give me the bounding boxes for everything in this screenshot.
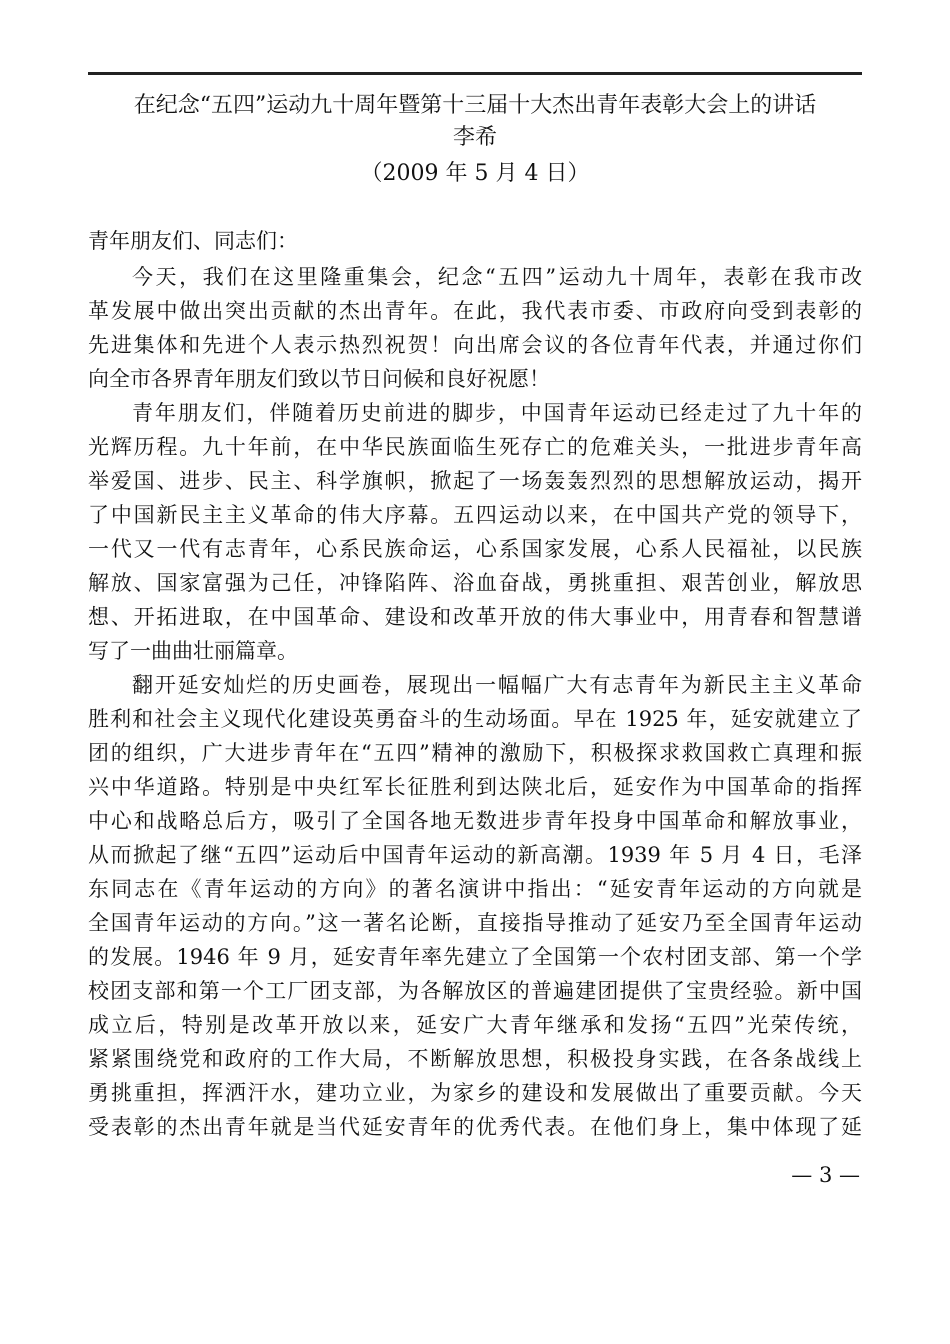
paragraph-3-line: 勇挑重担，挥洒汗水，建功立业，为家乡的建设和发展做出了重要贡献。今天 (88, 1081, 862, 1105)
paragraph-2-line: 举爱国、进步、民主、科学旗帜，掀起了一场轰轰烈烈的思想解放运动，揭开 (88, 469, 862, 493)
paragraph-2-line: 解放、国家富强为己任，冲锋陷阵、浴血奋战，勇挑重担、艰苦创业，解放思 (88, 571, 862, 595)
paragraph-3-line: 中心和战略总后方，吸引了全国各地无数进步青年投身中国革命和解放事业， (88, 809, 862, 833)
paragraph-2-line: 了中国新民主主义革命的伟大序幕。五四运动以来，在中国共产党的领导下， (88, 503, 862, 527)
paragraph-3-line: 兴中华道路。特别是中央红军长征胜利到达陕北后，延安作为中国革命的指挥 (88, 775, 862, 799)
paragraph-2-line: 光辉历程。九十年前，在中华民族面临生死存亡的危难关头，一批进步青年高 (88, 435, 862, 459)
paragraph-3-line: 东同志在《青年运动的方向》的著名演讲中指出：“延安青年运动的方向就是 (88, 877, 862, 901)
paragraph-2-line: 青年朋友们，伴随着历史前进的脚步，中国青年运动已经走过了九十年的 (132, 401, 862, 425)
paragraph-3-line: 的发展。1946 年 9 月，延安青年率先建立了全国第一个农村团支部、第一个学 (88, 945, 862, 969)
paragraph-2-line: 想、开拓进取，在中国革命、建设和改革开放的伟大事业中，用青春和智慧谱 (88, 605, 862, 629)
paragraph-3-line: 团的组织，广大进步青年在“五四”精神的激励下，积极探求救国救亡真理和振 (88, 741, 862, 765)
paragraph-1-line: 向全市各界青年朋友们致以节日问候和良好祝愿！ (88, 367, 550, 391)
paragraph-3-line: 翻开延安灿烂的历史画卷，展现出一幅幅广大有志青年为新民主主义革命 (132, 673, 862, 697)
paragraph-3-line: 胜利和社会主义现代化建设英勇奋斗的生动场面。早在 1925 年，延安就建立了 (88, 707, 862, 731)
paragraph-3-line: 受表彰的杰出青年就是当代延安青年的优秀代表。在他们身上，集中体现了延 (88, 1115, 862, 1139)
paragraph-3-line: 成立后，特别是改革开放以来，延安广大青年继承和发扬“五四”光荣传统， (88, 1013, 862, 1037)
header-rule (88, 72, 862, 75)
salutation: 青年朋友们、同志们： (88, 229, 298, 253)
paragraph-3-line: 全国青年运动的方向。”这一著名论断，直接指导推动了延安乃至全国青年运动 (88, 911, 862, 935)
speech-date: （2009 年 5 月 4 日） (360, 161, 590, 186)
paragraph-1-line: 革发展中做出突出贡献的杰出青年。在此，我代表市委、市政府向受到表彰的 (88, 299, 862, 323)
speech-title: 在纪念“五四”运动九十周年暨第十三届十大杰出青年表彰大会上的讲话 (133, 93, 817, 118)
speech-header (88, 90, 862, 190)
paragraph-3-line: 校团支部和第一个工厂团支部，为各解放区的普遍建团提供了宝贵经验。新中国 (88, 979, 862, 1003)
paragraph-3-line: 紧紧围绕党和政府的工作大局，不断解放思想，积极投身实践，在各条战线上 (88, 1047, 862, 1071)
speech-author: 李希 (452, 125, 497, 150)
paragraph-2-line: 写了一曲曲壮丽篇章。 (88, 639, 298, 663)
paragraph-3-line: 从而掀起了继“五四”运动后中国青年运动的新高潮。1939 年 5 月 4 日，毛泽 (88, 843, 862, 867)
page-number: — 3 — (791, 1163, 860, 1187)
paragraph-1-line: 先进集体和先进个人表示热烈祝贺！向出席会议的各位青年代表，并通过你们 (88, 333, 862, 357)
paragraph-1-line: 今天，我们在这里隆重集会，纪念“五四”运动九十周年，表彰在我市改 (132, 265, 862, 289)
paragraph-2-line: 一代又一代有志青年，心系民族命运，心系国家发展，心系人民福祉，以民族 (88, 537, 862, 561)
